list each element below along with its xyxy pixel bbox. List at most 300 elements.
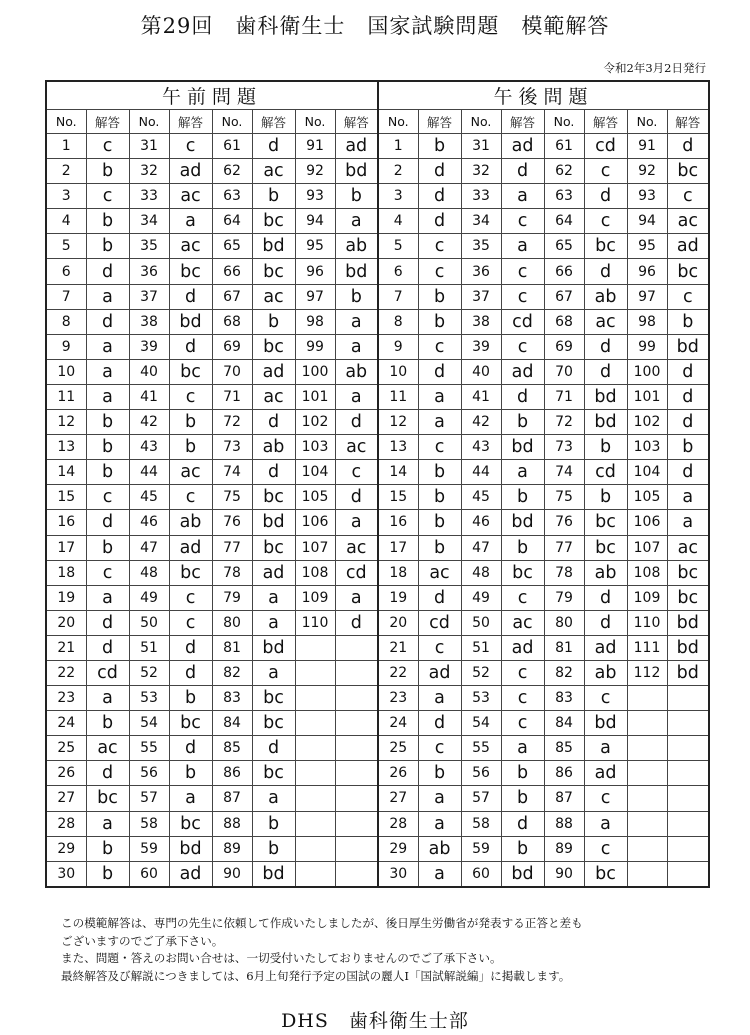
am-answer: b xyxy=(86,159,129,184)
am-question-number: 107 xyxy=(295,535,335,560)
am-question-number: 17 xyxy=(46,535,86,560)
am-answer: c xyxy=(335,460,378,485)
am-question-number: 64 xyxy=(212,209,252,234)
am-question-number: 14 xyxy=(46,460,86,485)
am-answer: ad xyxy=(252,560,295,585)
table-row xyxy=(46,384,709,409)
pm-answer: b xyxy=(584,485,627,510)
pm-question-number: 110 xyxy=(627,610,667,635)
pm-answer: bc xyxy=(584,234,627,259)
pm-question-number: 51 xyxy=(461,635,501,660)
pm-answer xyxy=(667,686,709,711)
am-answer: bd xyxy=(335,259,378,284)
pm-answer: c xyxy=(667,184,709,209)
am-answer: c xyxy=(169,610,212,635)
am-answer: d xyxy=(169,284,212,309)
pm-question-number: 53 xyxy=(461,686,501,711)
table-row xyxy=(46,786,709,811)
table-row xyxy=(46,585,709,610)
am-answer: a xyxy=(86,384,129,409)
am-question-number: 88 xyxy=(212,811,252,836)
am-question-number xyxy=(295,836,335,861)
am-answer: c xyxy=(169,134,212,159)
am-question-number: 81 xyxy=(212,635,252,660)
am-question-number: 43 xyxy=(129,435,169,460)
pm-question-number: 15 xyxy=(378,485,418,510)
pm-question-number: 41 xyxy=(461,384,501,409)
am-question-number: 66 xyxy=(212,259,252,284)
am-question-number: 33 xyxy=(129,184,169,209)
pm-question-number: 28 xyxy=(378,811,418,836)
am-answer: b xyxy=(252,836,295,861)
pm-question-number: 80 xyxy=(544,610,584,635)
pm-question-number: 69 xyxy=(544,334,584,359)
am-question-number: 23 xyxy=(46,686,86,711)
table-row xyxy=(46,836,709,861)
pm-question-number: 26 xyxy=(378,761,418,786)
pm-question-number xyxy=(627,761,667,786)
pm-question-number: 71 xyxy=(544,384,584,409)
pm-answer: d xyxy=(667,410,709,435)
pm-answer xyxy=(667,711,709,736)
pm-answer: a xyxy=(418,811,461,836)
pm-answer xyxy=(667,736,709,761)
pm-question-number: 70 xyxy=(544,359,584,384)
pm-answer: ad xyxy=(418,660,461,685)
table-row xyxy=(46,410,709,435)
pm-answer: a xyxy=(584,811,627,836)
am-answer: b xyxy=(252,811,295,836)
pm-question-number xyxy=(627,836,667,861)
am-answer: bc xyxy=(169,359,212,384)
pm-question-number: 75 xyxy=(544,485,584,510)
am-question-number: 83 xyxy=(212,686,252,711)
pm-answer: b xyxy=(667,309,709,334)
pm-answer: bd xyxy=(667,635,709,660)
pm-answer: bd xyxy=(667,610,709,635)
pm-answer: d xyxy=(418,184,461,209)
am-answer: bc xyxy=(252,334,295,359)
pm-question-number: 20 xyxy=(378,610,418,635)
pm-answer: bd xyxy=(501,435,544,460)
am-question-number: 2 xyxy=(46,159,86,184)
pm-answer: c xyxy=(501,585,544,610)
pm-answer: a xyxy=(667,485,709,510)
am-answer: bd xyxy=(252,234,295,259)
am-answer: b xyxy=(86,535,129,560)
pm-question-number: 111 xyxy=(627,635,667,660)
pm-answer: bc xyxy=(667,259,709,284)
pm-question-number: 14 xyxy=(378,460,418,485)
am-answer: ac xyxy=(169,234,212,259)
pm-answer: d xyxy=(667,359,709,384)
pm-question-number: 95 xyxy=(627,234,667,259)
am-answer xyxy=(335,811,378,836)
pm-answer: cd xyxy=(584,460,627,485)
pm-question-number: 81 xyxy=(544,635,584,660)
pm-question-number: 32 xyxy=(461,159,501,184)
am-question-number: 16 xyxy=(46,510,86,535)
am-question-number: 101 xyxy=(295,384,335,409)
am-answer: bc xyxy=(252,485,295,510)
am-answer: b xyxy=(169,410,212,435)
pm-question-number: 97 xyxy=(627,284,667,309)
pm-question-number xyxy=(627,861,667,887)
am-answer: a xyxy=(86,284,129,309)
am-answer: bc xyxy=(169,259,212,284)
am-question-number: 84 xyxy=(212,711,252,736)
am-question-number: 94 xyxy=(295,209,335,234)
pm-answer: a xyxy=(418,861,461,887)
am-answer: a xyxy=(86,585,129,610)
am-answer: cd xyxy=(86,660,129,685)
pm-answer: c xyxy=(418,435,461,460)
am-answer: b xyxy=(169,761,212,786)
pm-answer: ad xyxy=(584,635,627,660)
am-question-number: 5 xyxy=(46,234,86,259)
pm-question-number: 35 xyxy=(461,234,501,259)
pm-answer: d xyxy=(501,384,544,409)
am-section-header: 午前問題 xyxy=(46,81,378,110)
am-answer: ad xyxy=(169,861,212,887)
am-question-number: 46 xyxy=(129,510,169,535)
am-question-number: 93 xyxy=(295,184,335,209)
pm-answer: bd xyxy=(501,510,544,535)
pm-question-number: 64 xyxy=(544,209,584,234)
am-answer: b xyxy=(86,234,129,259)
am-question-number: 6 xyxy=(46,259,86,284)
pm-question-number: 40 xyxy=(461,359,501,384)
am-answer: d xyxy=(86,610,129,635)
am-question-number: 102 xyxy=(295,410,335,435)
pm-question-number: 63 xyxy=(544,184,584,209)
am-question-number: 74 xyxy=(212,460,252,485)
pm-question-number: 25 xyxy=(378,736,418,761)
pm-answer: a xyxy=(418,384,461,409)
am-answer: bd xyxy=(169,309,212,334)
pm-question-number: 73 xyxy=(544,435,584,460)
am-question-number: 76 xyxy=(212,510,252,535)
am-answer xyxy=(335,635,378,660)
pm-answer: a xyxy=(418,686,461,711)
pm-question-number: 90 xyxy=(544,861,584,887)
am-answer: cd xyxy=(335,560,378,585)
pm-question-number: 85 xyxy=(544,736,584,761)
pm-answer: a xyxy=(584,736,627,761)
pm-answer: b xyxy=(418,761,461,786)
am-question-number: 62 xyxy=(212,159,252,184)
am-answer: bc xyxy=(86,786,129,811)
col-header-no: No. xyxy=(46,110,86,134)
am-question-number: 103 xyxy=(295,435,335,460)
pm-answer: d xyxy=(501,159,544,184)
pm-section-header: 午後問題 xyxy=(378,81,709,110)
pm-question-number: 4 xyxy=(378,209,418,234)
pm-answer: c xyxy=(418,635,461,660)
pm-answer: c xyxy=(584,209,627,234)
pm-answer: bd xyxy=(584,711,627,736)
am-answer: b xyxy=(252,184,295,209)
pm-question-number: 13 xyxy=(378,435,418,460)
am-answer xyxy=(335,836,378,861)
am-question-number: 61 xyxy=(212,134,252,159)
pm-answer: ac xyxy=(667,209,709,234)
pm-answer: b xyxy=(418,535,461,560)
pm-answer: b xyxy=(501,761,544,786)
pm-question-number: 10 xyxy=(378,359,418,384)
am-question-number: 38 xyxy=(129,309,169,334)
am-question-number: 11 xyxy=(46,384,86,409)
pm-question-number: 96 xyxy=(627,259,667,284)
pm-question-number: 24 xyxy=(378,711,418,736)
table-row xyxy=(46,159,709,184)
am-answer xyxy=(335,660,378,685)
table-row xyxy=(46,134,709,159)
pm-answer: d xyxy=(584,610,627,635)
am-question-number: 1 xyxy=(46,134,86,159)
am-answer: ac xyxy=(335,535,378,560)
am-answer: a xyxy=(169,209,212,234)
pm-answer: cd xyxy=(584,134,627,159)
am-answer: c xyxy=(169,585,212,610)
table-row xyxy=(46,635,709,660)
am-answer: ab xyxy=(169,510,212,535)
am-question-number: 63 xyxy=(212,184,252,209)
pm-answer: b xyxy=(418,284,461,309)
am-answer: d xyxy=(169,635,212,660)
am-question-number: 98 xyxy=(295,309,335,334)
pm-question-number: 94 xyxy=(627,209,667,234)
pm-answer: c xyxy=(584,686,627,711)
pm-answer: c xyxy=(501,334,544,359)
pm-answer: d xyxy=(418,209,461,234)
am-question-number: 97 xyxy=(295,284,335,309)
pm-answer: c xyxy=(584,786,627,811)
table-row xyxy=(46,284,709,309)
table-row xyxy=(46,259,709,284)
am-answer: a xyxy=(335,510,378,535)
am-question-number: 12 xyxy=(46,410,86,435)
am-answer: ac xyxy=(335,435,378,460)
pm-question-number: 47 xyxy=(461,535,501,560)
am-question-number: 20 xyxy=(46,610,86,635)
table-row xyxy=(46,359,709,384)
am-question-number: 40 xyxy=(129,359,169,384)
am-answer: c xyxy=(86,560,129,585)
am-answer: b xyxy=(169,435,212,460)
pm-answer: bc xyxy=(584,861,627,887)
am-question-number: 70 xyxy=(212,359,252,384)
am-answer: ac xyxy=(169,460,212,485)
am-answer: bd xyxy=(169,836,212,861)
am-question-number: 42 xyxy=(129,410,169,435)
pm-answer: a xyxy=(501,234,544,259)
am-question-number: 35 xyxy=(129,234,169,259)
am-answer: d xyxy=(252,410,295,435)
am-answer: a xyxy=(335,384,378,409)
am-answer: b xyxy=(86,861,129,887)
pm-question-number xyxy=(627,811,667,836)
pm-answer: b xyxy=(584,435,627,460)
am-answer: c xyxy=(86,134,129,159)
am-question-number: 47 xyxy=(129,535,169,560)
pm-question-number: 1 xyxy=(378,134,418,159)
am-answer: ac xyxy=(169,184,212,209)
am-answer: ad xyxy=(169,535,212,560)
pm-question-number: 36 xyxy=(461,259,501,284)
pm-answer: c xyxy=(501,686,544,711)
pm-question-number: 16 xyxy=(378,510,418,535)
am-question-number: 34 xyxy=(129,209,169,234)
pm-answer: a xyxy=(501,736,544,761)
pm-answer: b xyxy=(501,836,544,861)
am-question-number: 25 xyxy=(46,736,86,761)
am-question-number: 19 xyxy=(46,585,86,610)
am-question-number: 108 xyxy=(295,560,335,585)
am-question-number: 110 xyxy=(295,610,335,635)
am-question-number: 48 xyxy=(129,560,169,585)
am-question-number: 44 xyxy=(129,460,169,485)
am-question-number: 87 xyxy=(212,786,252,811)
table-row xyxy=(46,334,709,359)
pm-question-number: 61 xyxy=(544,134,584,159)
pm-answer: b xyxy=(418,134,461,159)
am-question-number: 72 xyxy=(212,410,252,435)
am-answer: bd xyxy=(252,861,295,887)
am-answer: bd xyxy=(335,159,378,184)
pm-question-number: 49 xyxy=(461,585,501,610)
am-answer: ad xyxy=(252,359,295,384)
am-question-number xyxy=(295,736,335,761)
pm-answer: ab xyxy=(584,560,627,585)
am-question-number: 4 xyxy=(46,209,86,234)
am-question-number: 15 xyxy=(46,485,86,510)
am-answer xyxy=(335,711,378,736)
pm-answer: d xyxy=(667,384,709,409)
am-question-number: 3 xyxy=(46,184,86,209)
pm-question-number: 108 xyxy=(627,560,667,585)
am-answer: bc xyxy=(252,535,295,560)
note-line: この模範解答は、専門の先生に依頼して作成いたしましたが、後日厚生労働省が発表する正答と差も xyxy=(61,916,583,930)
pm-question-number xyxy=(627,711,667,736)
pm-question-number: 100 xyxy=(627,359,667,384)
pm-answer: d xyxy=(584,184,627,209)
am-question-number xyxy=(295,686,335,711)
am-answer: a xyxy=(86,686,129,711)
am-question-number: 86 xyxy=(212,761,252,786)
pm-answer: d xyxy=(584,259,627,284)
pm-answer: a xyxy=(418,410,461,435)
am-question-number xyxy=(295,786,335,811)
pm-question-number xyxy=(627,786,667,811)
am-question-number: 67 xyxy=(212,284,252,309)
am-answer: d xyxy=(335,610,378,635)
col-header-no: No. xyxy=(212,110,252,134)
pm-question-number: 99 xyxy=(627,334,667,359)
pm-question-number: 44 xyxy=(461,460,501,485)
pm-question-number: 62 xyxy=(544,159,584,184)
col-header-no: No. xyxy=(129,110,169,134)
am-answer: c xyxy=(86,485,129,510)
pm-answer: b xyxy=(667,435,709,460)
pm-answer: c xyxy=(501,209,544,234)
am-answer: a xyxy=(252,660,295,685)
am-question-number: 60 xyxy=(129,861,169,887)
pm-answer xyxy=(667,861,709,887)
pm-answer: ab xyxy=(418,836,461,861)
pm-question-number: 66 xyxy=(544,259,584,284)
pm-answer: bc xyxy=(667,560,709,585)
am-question-number: 90 xyxy=(212,861,252,887)
pm-answer: bd xyxy=(584,384,627,409)
pm-answer: ac xyxy=(584,309,627,334)
pm-answer xyxy=(667,761,709,786)
pm-answer: ad xyxy=(501,359,544,384)
am-answer: bd xyxy=(252,635,295,660)
am-question-number: 78 xyxy=(212,560,252,585)
pm-question-number: 93 xyxy=(627,184,667,209)
am-answer: ad xyxy=(335,134,378,159)
pm-question-number: 6 xyxy=(378,259,418,284)
col-header-answer: 解答 xyxy=(667,110,709,134)
am-question-number: 13 xyxy=(46,435,86,460)
am-question-number: 32 xyxy=(129,159,169,184)
pm-answer: ac xyxy=(667,535,709,560)
pm-question-number: 19 xyxy=(378,585,418,610)
am-answer: a xyxy=(86,811,129,836)
pm-question-number: 112 xyxy=(627,660,667,685)
pm-question-number: 60 xyxy=(461,861,501,887)
pm-question-number: 78 xyxy=(544,560,584,585)
note-line: また、問題・答えのお問い合せは、一切受付いたしておりませんのでご了承下さい。 xyxy=(61,951,502,965)
pm-answer: c xyxy=(418,334,461,359)
am-answer: a xyxy=(86,359,129,384)
pm-answer: b xyxy=(501,535,544,560)
col-header-no: No. xyxy=(461,110,501,134)
pm-question-number: 12 xyxy=(378,410,418,435)
pm-answer: b xyxy=(418,309,461,334)
am-answer: ac xyxy=(86,736,129,761)
pm-question-number: 38 xyxy=(461,309,501,334)
pm-question-number: 92 xyxy=(627,159,667,184)
pm-question-number: 65 xyxy=(544,234,584,259)
am-answer: b xyxy=(86,711,129,736)
am-question-number: 79 xyxy=(212,585,252,610)
pm-answer: ad xyxy=(501,635,544,660)
pm-question-number: 107 xyxy=(627,535,667,560)
am-answer: bd xyxy=(252,510,295,535)
pm-question-number: 34 xyxy=(461,209,501,234)
am-answer: b xyxy=(86,435,129,460)
pm-answer: c xyxy=(418,234,461,259)
am-answer: bc xyxy=(169,811,212,836)
am-question-number: 31 xyxy=(129,134,169,159)
am-answer: d xyxy=(169,660,212,685)
answer-table xyxy=(45,80,710,888)
am-answer: d xyxy=(86,761,129,786)
pm-question-number: 77 xyxy=(544,535,584,560)
pm-question-number: 3 xyxy=(378,184,418,209)
answer-table-body xyxy=(46,134,709,887)
am-question-number: 58 xyxy=(129,811,169,836)
am-question-number: 52 xyxy=(129,660,169,685)
pm-question-number: 22 xyxy=(378,660,418,685)
pm-question-number: 30 xyxy=(378,861,418,887)
table-row xyxy=(46,485,709,510)
pm-question-number: 103 xyxy=(627,435,667,460)
pm-answer: bc xyxy=(584,510,627,535)
pm-question-number: 11 xyxy=(378,384,418,409)
